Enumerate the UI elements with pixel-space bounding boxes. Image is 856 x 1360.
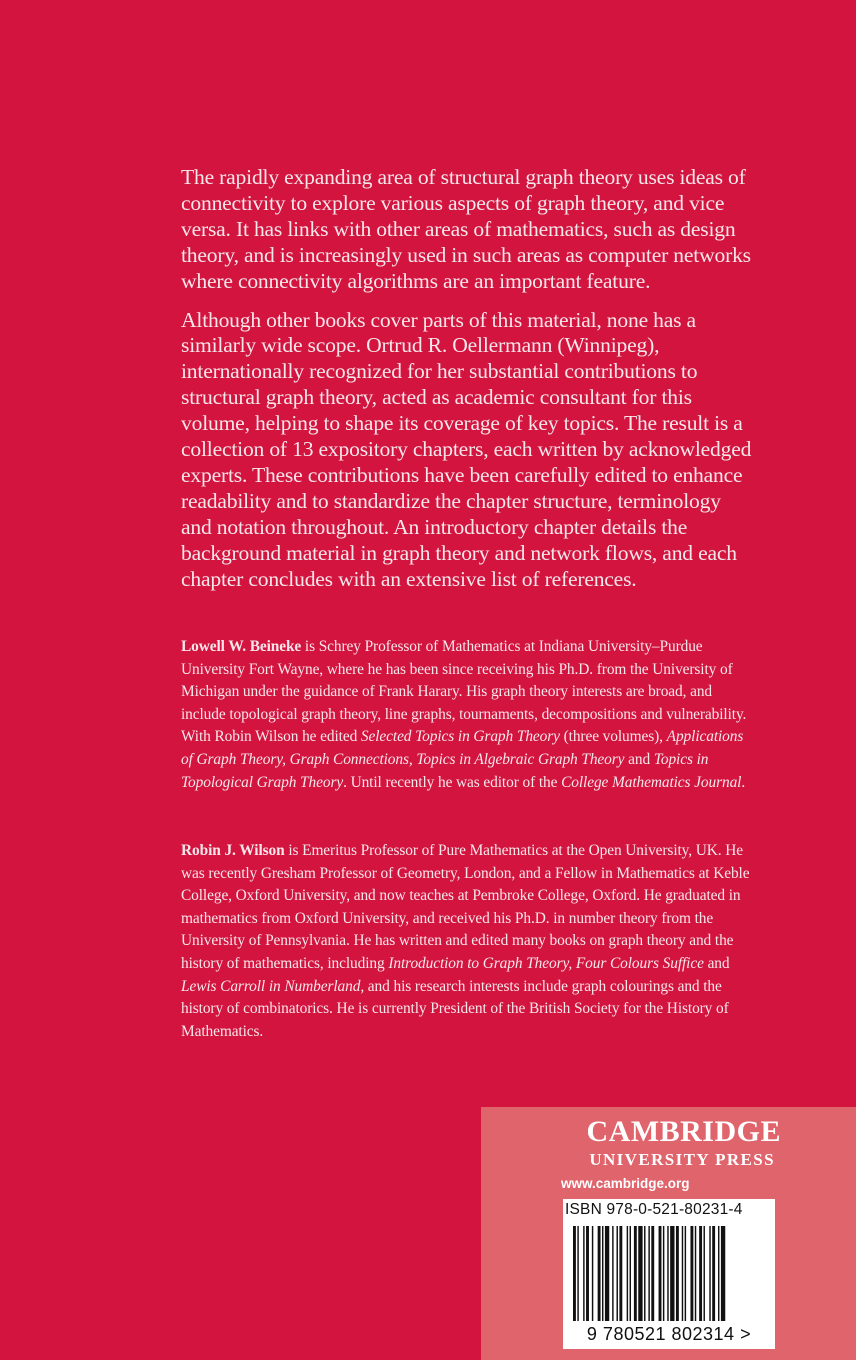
barcode-bar [712,1226,715,1321]
barcode-bar [718,1226,719,1321]
barcode-bar [577,1226,578,1321]
barcode-bar [709,1226,710,1321]
publisher-panel [481,1107,856,1360]
blurb-paragraph-2: Although other books cover parts of this material, none has a similarly wide scope. Ortrud R. Oellermann (Winnipeg), internationally recognized for her substantial contributions to structural graph theory, acted as academic consultant for this volume, helping to shape its coverage of key topics. The result is a collection of 13 expository chapters, each written by acknowledged experts. These contributions have been carefully edited to enhance readability and to standardize the chapter structure, terminology and notation throughout. An introductory chapter details the background material in graph theory and network flows, and each chapter concludes with an extensive list of references. [181,307,752,591]
barcode-bar [617,1226,618,1321]
barcode-bar [644,1226,645,1321]
barcode-bars [565,1226,773,1321]
book-title: Topics in Topological Graph Theory [181,750,709,791]
barcode-bar [634,1226,637,1321]
barcode-bar [682,1226,683,1321]
barcode-bar [638,1226,642,1321]
barcode-bar [605,1226,609,1321]
barcode-bar [612,1226,613,1321]
blurb-paragraph-1: The rapidly expanding area of structural graph theory uses ideas of connectivity to explore various aspects of graph theory, and vice versa. It has links with other areas of mathematics, such as design theory, and is increasingly used in such areas as computer networks where connectivity algorithms are an important feature. [181,165,751,293]
barcode-bar [651,1226,654,1321]
book-title: Lewis Carroll in Numberland [181,977,361,995]
author-name: Robin J. Wilson [181,842,285,859]
journal-title: College Mathematics Journal [561,773,742,791]
barcode-bar [670,1226,674,1321]
barcode-bar [690,1226,693,1321]
barcode-bar [659,1226,662,1321]
book-title: Applications of Graph Theory, Graph Connections, Topics in Algebraic Graph Theory [181,728,744,768]
barcode-bar [699,1226,702,1321]
barcode-bar [663,1226,664,1321]
publisher-url: www.cambridge.org [561,1176,690,1191]
publisher-logo-name: CAMBRIDGE [586,1115,781,1148]
isbn-number: ISBN 978-0-521-80231-4 [565,1201,743,1218]
barcode-bar [676,1226,679,1321]
barcode-bar [602,1226,603,1321]
barcode-bar [586,1226,589,1321]
barcode-bar [583,1226,584,1321]
barcode-bar [592,1226,593,1321]
book-title: Introduction to Graph Theory, Four Colours Suffice [388,954,704,972]
barcode-bar [721,1226,725,1321]
author-bio-wilson: Robin J. Wilson is Emeritus Professor of Pure Mathematics at the Open University, UK. He was recently Gresham Professor of Geometry, London, and a Fellow in Mathematics at Keble College, Oxford University, and now teaches at Pembroke College, Oxford. He graduated in mathematics from Oxford University, and received his Ph.D. in number theory from the University of Pennsylvania. He has written and edited many books on graph theory and the history of mathematics, including Introduction to Graph Theory, Four Colours Suffice and Lewis Carroll in Numberland, and his research interests include graph colourings and the history of combinatorics. He is currently President of the British Society for the History of Mathematics. [181,842,750,1040]
barcode-bar [598,1226,601,1321]
barcode-bar [619,1226,622,1321]
barcode-bar [627,1226,628,1321]
author-bio-beineke: Lowell W. Beineke is Schrey Professor of Mathematics at Indiana University–Purdue University Fort Wayne, where he has been since receiving his Ph.D. from the University of Michigan under the guidance of Frank Harary. His graph theory interests are broad, and include topological graph theory, line graphs, tournaments, decompositions and vulnerability. With Robin Wilson he edited Selected Topics in Graph Theory (three volumes), Applications of Graph Theory, Graph Connections, Topics in Algebraic Graph Theory and Topics in Topological Graph Theory. Until recently he was editor of the College Mathematics Journal. [181,638,747,791]
barcode-bar [667,1226,668,1321]
barcode-bar [704,1226,705,1321]
barcode-bar [648,1226,649,1321]
barcode-bar [573,1226,576,1321]
author-name: Lowell W. Beineke [181,638,302,655]
back-cover-blurb [181,165,756,606]
barcode-digits: 9 780521 802314 > [586,1324,752,1344]
barcode-bar [695,1226,696,1321]
barcode-bar [685,1226,686,1321]
book-title: Selected Topics in Graph Theory [360,728,560,746]
barcode-bar [630,1226,631,1321]
barcode-label [563,1199,775,1349]
publisher-logo-press: UNIVERSITY PRESS [589,1150,775,1169]
